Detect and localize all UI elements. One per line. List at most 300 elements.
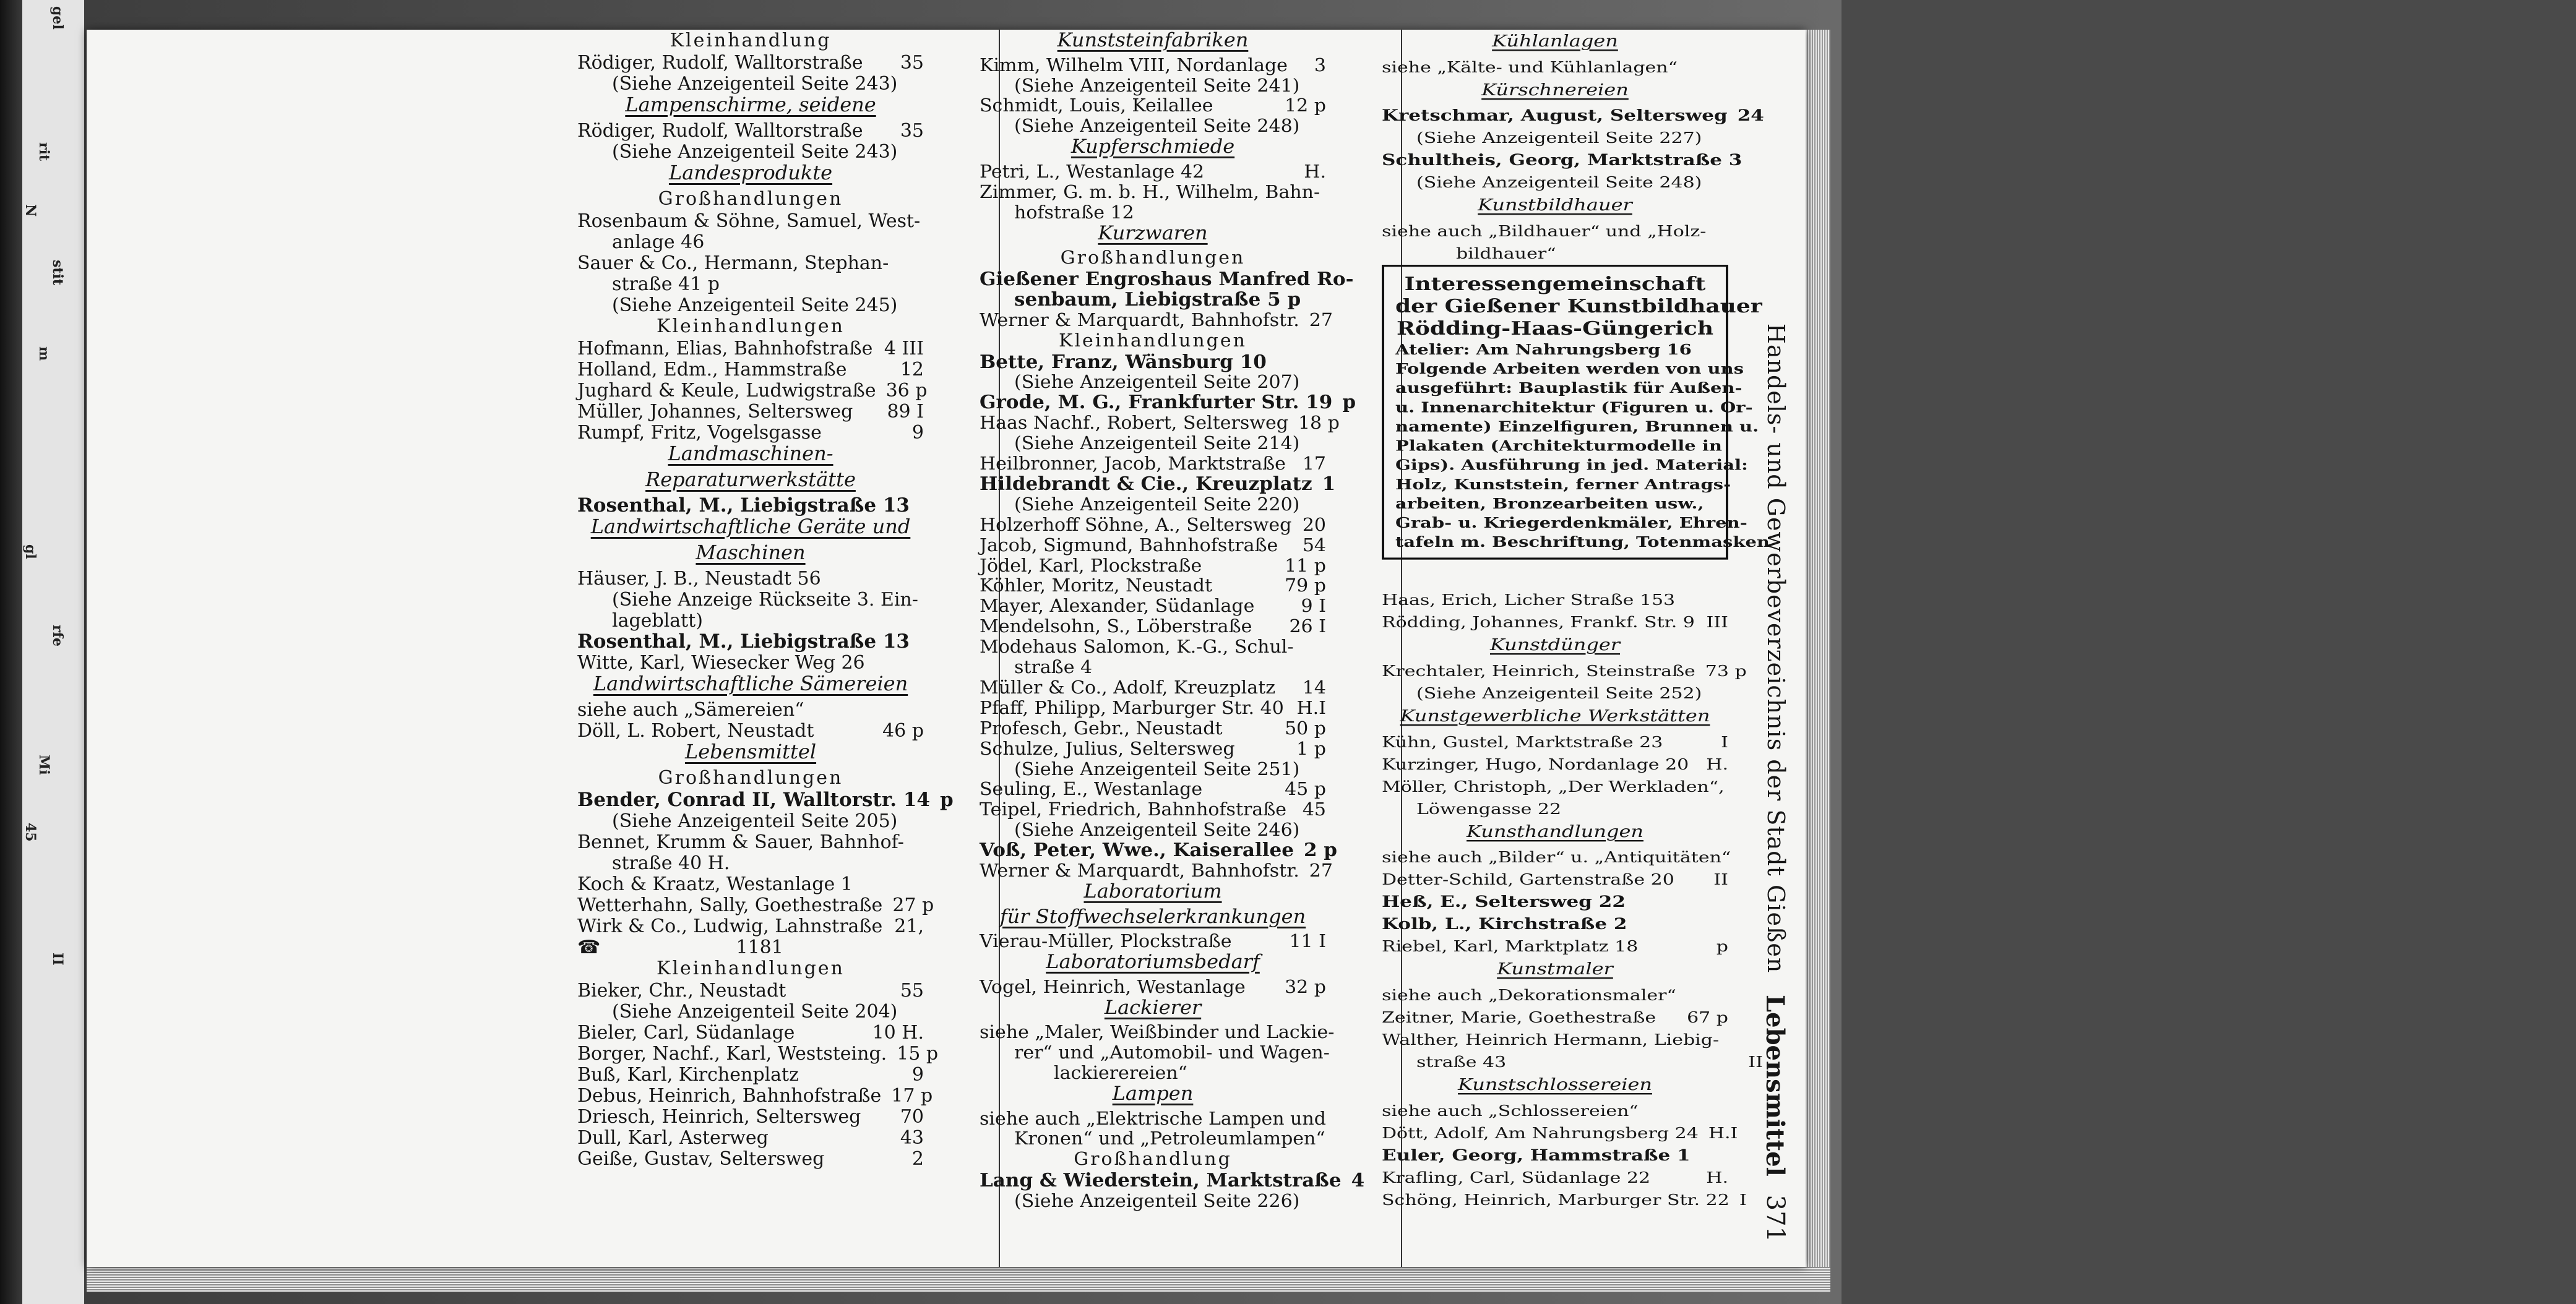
entry-address-number: 1: [1322, 473, 1336, 495]
directory-entry: [980, 453, 1326, 474]
previous-page-fragment: II: [50, 953, 66, 966]
directory-entry: [980, 1042, 1361, 1063]
directory-entry: [577, 894, 934, 916]
entry-text: Modehaus Salomon, K.-G., Schul-: [980, 636, 1294, 658]
entry-text: Rumpf, Fritz, Vogelsgasse: [577, 421, 822, 444]
heading-text: Kunststeinfabriken: [1057, 28, 1249, 51]
box-text-line: Gips). Ausführung in jed. Material:: [1395, 456, 1748, 474]
heading-text: Großhandlungen: [658, 766, 843, 789]
heading-text: Kunstmaler: [1497, 959, 1613, 979]
directory-entry: [577, 831, 924, 852]
category-heading: [1382, 705, 1728, 727]
entry-text: (Siehe Anzeigenteil Seite 220): [1014, 494, 1300, 515]
entry-text: siehe auch „Sämereien“: [577, 698, 804, 721]
directory-entry: [980, 494, 1361, 515]
entry-address-number: 11 I: [1289, 930, 1326, 952]
box-title-line: Rödding-Haas-Güngerich: [1396, 318, 1713, 340]
entry-text: (Siehe Anzeigenteil Seite 243): [612, 72, 898, 95]
heading-text: Großhandlungen: [658, 187, 843, 210]
directory-entry: [577, 652, 924, 673]
directory-entry: [980, 799, 1326, 820]
heading-text: Reparaturwerkstätte: [645, 468, 856, 491]
directory-entry: [577, 720, 924, 741]
directory-entry: [577, 631, 924, 652]
entry-text: Döll, L. Robert, Neustadt: [577, 719, 814, 742]
heading-text: Kürschnereien: [1481, 80, 1629, 100]
entry-text: Teipel, Friedrich, Bahnhofstraße: [980, 799, 1287, 820]
previous-page-fragment: stit: [50, 260, 66, 286]
entry-text: Petri, L., Westanlage 42: [980, 161, 1205, 182]
subcategory-heading: [577, 188, 924, 209]
entry-text: Wirk & Co., Ludwig, Lahnstraße: [577, 915, 883, 937]
directory-entry: [577, 937, 924, 958]
directory-entry: [980, 779, 1326, 799]
directory-entry: [577, 810, 958, 831]
entry-address-number: 35: [900, 51, 924, 74]
entry-text: (Siehe Anzeigenteil Seite 241): [1014, 75, 1300, 96]
entry-address-number: 27 p: [892, 894, 934, 916]
heading-text: Kunstdünger: [1489, 635, 1621, 654]
entry-text: Wetterhahn, Sally, Goethestraße: [577, 894, 883, 916]
entry-text: (Siehe Anzeigenteil Seite 243): [612, 140, 898, 163]
entry-text: (Siehe Anzeige Rückseite 3. Ein-: [612, 588, 918, 611]
entry-text: Hofmann, Elias, Bahnhofstraße: [577, 337, 873, 359]
entry-text: Kretschmar, August, Seltersweg: [1382, 106, 1728, 125]
directory-entry: [577, 401, 924, 422]
entry-text: siehe auch „Bildhauer“ und „Holz-: [1382, 222, 1707, 241]
directory-entry: [1382, 935, 1728, 958]
box-text-line: u. Innenarchitektur (Figuren u. Or-: [1395, 398, 1753, 416]
directory-entry: [577, 359, 924, 380]
category-heading: [577, 162, 924, 183]
heading-text: Laboratorium: [1083, 879, 1222, 903]
directory-entry: [980, 677, 1326, 698]
entry-text: (Siehe Anzeigenteil Seite 204): [612, 1000, 898, 1023]
subcategory-heading: [577, 767, 924, 788]
directory-entry: [980, 977, 1326, 997]
entry-text: Debus, Heinrich, Bahnhofstraße: [577, 1084, 882, 1107]
entry-text: Häuser, J. B., Neustadt 56: [577, 567, 821, 590]
entry-address-number: 9 I: [1301, 595, 1326, 617]
box-text-line: Holz, Kunststein, ferner Antrags-: [1395, 475, 1731, 493]
entry-address-number: 3: [1314, 54, 1326, 76]
entry-address-number: 32 p: [1285, 976, 1326, 998]
entry-text: siehe auch „Dekorationsmaler“: [1382, 986, 1676, 1005]
entry-text: Detter-Schild, Gartenstraße 20: [1382, 871, 1674, 889]
entry-text: Kühn, Gustel, Marktstraße 23: [1382, 733, 1663, 751]
entry-text: Kolb, L., Kirchstraße 2: [1382, 915, 1627, 934]
directory-entry: [577, 120, 924, 141]
entry-address-number: 11 p: [1285, 555, 1326, 576]
entry-address-number: 21,: [894, 915, 924, 937]
entry-text: straße 4: [1014, 656, 1093, 678]
directory-entry: [1382, 1189, 1747, 1211]
page-edges-bottom: [87, 1267, 1830, 1292]
entry-text: Hildebrandt & Cie., Kreuzplatz: [980, 473, 1312, 495]
directory-entry: [577, 789, 954, 811]
previous-page-fragment: Mi: [36, 755, 52, 775]
directory-entry: [1382, 682, 1763, 705]
entry-address-number: 55: [900, 979, 924, 1002]
box-text-line: Atelier: Am Nahrungsberg 16: [1395, 340, 1692, 358]
previous-page-edge: [22, 0, 84, 1304]
entry-text: hofstraße 12: [1014, 202, 1134, 223]
entry-text: Heß, E., Seltersweg 22: [1382, 893, 1626, 912]
entry-text: Driesch, Heinrich, Seltersweg: [577, 1105, 861, 1128]
directory-entry: [1382, 1006, 1728, 1029]
directory-entry: [1382, 1029, 1728, 1051]
directory-entry: [577, 568, 924, 589]
entry-text: Profesch, Gebr., Neustadt: [980, 718, 1223, 739]
entry-text: Bennet, Krumm & Sauer, Bahnhof-: [577, 831, 904, 853]
category-heading: [980, 881, 1326, 901]
entry-text: Lang & Wiederstein, Marktstraße: [980, 1170, 1342, 1192]
entry-address-number: 43: [900, 1126, 924, 1149]
heading-text: Laboratoriumsbedarf: [1046, 950, 1260, 973]
entry-address-number: II: [1748, 1053, 1763, 1071]
directory-entry: [1382, 753, 1728, 776]
entry-text: Mendelsohn, S., Löberstraße: [980, 616, 1252, 637]
directory-entry: [980, 1191, 1361, 1211]
entry-text: Gießener Engroshaus Manfred Ro-: [980, 268, 1354, 290]
entry-address-number: 50 p: [1285, 718, 1326, 739]
entry-address-number: H.: [1304, 161, 1326, 182]
entry-address-number: 4: [1351, 1170, 1365, 1192]
directory-entry: [577, 252, 924, 273]
entry-address-number: 1 p: [1296, 738, 1326, 760]
directory-entry: [980, 616, 1326, 637]
directory-entry: [577, 1001, 958, 1022]
directory-entry: [577, 141, 958, 162]
directory-entry: [577, 1042, 939, 1065]
box-text-line: arbeiten, Bronzearbeiten usw.,: [1395, 494, 1704, 512]
entry-text: Seuling, E., Westanlage: [980, 778, 1203, 800]
category-heading: [1382, 633, 1728, 656]
entry-text: straße 41 p: [612, 273, 720, 295]
heading-text: Lackierer: [1104, 995, 1202, 1019]
entry-text: (Siehe Anzeigenteil Seite 207): [1014, 371, 1300, 393]
entry-text: (Siehe Anzeigenteil Seite 252): [1416, 684, 1702, 703]
previous-page-fragment: N: [22, 204, 38, 217]
directory-entry: [577, 1148, 924, 1169]
directory-entry: [577, 1064, 924, 1085]
entry-text: (Siehe Anzeigenteil Seite 245): [612, 294, 898, 316]
heading-text: Landwirtschaftliche Geräte und: [590, 515, 911, 538]
entry-text: Dull, Karl, Asterweg: [577, 1126, 769, 1149]
entry-text: Holland, Edm., Hammstraße: [577, 358, 847, 380]
heading-text: Kleinhandlungen: [657, 957, 845, 979]
entry-text: Haas, Erich, Licher Straße 153: [1382, 591, 1676, 609]
entry-text: (Siehe Anzeigenteil Seite 205): [612, 810, 898, 832]
directory-entry: [980, 698, 1326, 718]
category-heading: [577, 443, 924, 464]
entry-text: Jödel, Karl, Plockstraße: [980, 555, 1202, 576]
entry-address-number: 79 p: [1285, 575, 1326, 596]
directory-entry: [980, 820, 1361, 840]
directory-entry: [1382, 798, 1763, 820]
directory-entry: [980, 860, 1333, 881]
directory-entry: [1382, 891, 1728, 913]
category-heading: [1382, 820, 1728, 843]
directory-entry: [1382, 1122, 1738, 1144]
category-heading: [577, 542, 924, 563]
book-gutter: [0, 0, 22, 1304]
directory-entry: [980, 1063, 1400, 1083]
page-number: 371: [1761, 1195, 1790, 1242]
entry-address-number: 17: [1302, 453, 1326, 474]
entry-address-number: p: [1716, 938, 1728, 956]
entry-address-number: 35: [900, 119, 924, 142]
directory-entry: [980, 839, 1337, 861]
category-heading: [577, 741, 924, 762]
directory-entry: [980, 759, 1361, 779]
directory-entry: [577, 916, 924, 937]
category-heading: [980, 997, 1326, 1018]
directory-entry: [1382, 1100, 1728, 1122]
heading-text: für Stoffwechselerkrankungen: [999, 904, 1306, 928]
entry-text: Bieker, Chr., Neustadt: [577, 979, 786, 1002]
directory-entry: [1382, 913, 1728, 935]
entry-text: siehe auch „Elektrische Lampen und: [980, 1108, 1326, 1129]
entry-text: Müller, Johannes, Seltersweg: [577, 400, 853, 423]
entry-text: Vogel, Heinrich, Westanlage: [980, 976, 1246, 998]
previous-page-fragment: m: [36, 346, 52, 361]
directory-entry: [577, 852, 958, 873]
box-text-line: tafeln m. Beschriftung, Totenmasken: [1395, 533, 1770, 551]
entry-text: Schultheis, Georg, Marktstraße 3: [1382, 151, 1742, 170]
entry-address-number: I: [1739, 1191, 1747, 1209]
entry-address-number: II: [1713, 871, 1728, 889]
directory-entry: [980, 412, 1340, 434]
entry-address-number: 9: [911, 421, 924, 444]
entry-address-number: H.I: [1708, 1124, 1738, 1143]
entry-text: Werner & Marquardt, Bahnhofstr.: [980, 860, 1299, 881]
entry-address-number: 45 p: [1285, 778, 1326, 800]
box-text-line: Grab- u. Kriegerdenkmäler, Ehren-: [1395, 513, 1747, 531]
entry-address-number: 12 p: [1285, 95, 1326, 116]
heading-text: Großhandlung: [1074, 1148, 1232, 1170]
directory-entry: [577, 338, 924, 359]
entry-address-number: 73 p: [1705, 662, 1747, 680]
entry-address-number: 18 p: [1298, 412, 1340, 434]
entry-text: Schulze, Julius, Seltersweg: [980, 738, 1235, 760]
category-heading: [1382, 1073, 1728, 1096]
directory-entry: [577, 699, 924, 720]
directory-entry: [577, 294, 958, 315]
entry-text: Jughard & Keule, Ludwigstraße: [577, 379, 876, 401]
directory-entry: [1382, 1051, 1763, 1073]
directory-entry: [980, 1109, 1326, 1129]
directory-entry: [980, 1128, 1361, 1149]
entry-text: Rosenbaum & Söhne, Samuel, West-: [577, 210, 921, 232]
entry-address-number: 10 H.: [872, 1021, 924, 1044]
entry-text: Euler, Georg, Hammstraße 1: [1382, 1146, 1691, 1165]
heading-text: Maschinen: [696, 541, 806, 564]
entry-text: Bieler, Carl, Südanlage: [577, 1021, 795, 1044]
directory-entry: [1382, 846, 1731, 869]
directory-entry: [577, 210, 924, 231]
directory-entry: [577, 1106, 924, 1127]
heading-text: Landwirtschaftliche Sämereien: [593, 672, 908, 695]
entry-address-number: 2: [911, 1147, 924, 1170]
directory-entry: [1382, 1167, 1728, 1189]
entry-text: (Siehe Anzeigenteil Seite 226): [1014, 1190, 1300, 1212]
entry-address-number: 45: [1302, 799, 1326, 820]
entry-address-number: 24: [1737, 106, 1764, 125]
entry-address-number: I: [1721, 733, 1728, 751]
directory-entry: [1382, 611, 1728, 633]
entry-address-number: p: [1342, 392, 1356, 414]
entry-text: rer“ und „Automobil- und Wagen-: [1014, 1042, 1330, 1063]
entry-text: Witte, Karl, Wiesecker Weg 26: [577, 651, 865, 674]
entry-address-number: p: [939, 789, 954, 811]
directory-entry: [577, 589, 958, 610]
entry-address-number: 67 p: [1687, 1008, 1728, 1027]
subcategory-heading: [980, 1149, 1326, 1169]
entry-text: Haas Nachf., Robert, Seltersweg: [980, 412, 1288, 434]
entry-text: (Siehe Anzeigenteil Seite 248): [1014, 115, 1300, 137]
directory-entry: [1382, 660, 1747, 682]
directory-entry: [980, 1021, 1335, 1043]
entry-address-number: 20: [1302, 514, 1326, 536]
entry-address-number: 12: [900, 358, 924, 380]
entry-address-number: 70: [900, 1105, 924, 1128]
entry-address-number: 17 p: [891, 1084, 933, 1107]
entry-text: Voß, Peter, Wwe., Kaiserallee: [980, 839, 1294, 861]
entry-text: (Siehe Anzeigenteil Seite 214): [1014, 432, 1300, 454]
heading-text: Landesprodukte: [668, 161, 833, 184]
entry-text: Riebel, Karl, Marktplatz 18: [1382, 938, 1639, 956]
heading-text: Kunstbildhauer: [1478, 195, 1632, 215]
entry-text: Rödding, Johannes, Frankf. Str. 9: [1382, 613, 1695, 632]
heading-text: Kunsthandlungen: [1467, 821, 1643, 841]
entry-address-number: 14: [1302, 677, 1326, 698]
entry-address-number: 46 p: [882, 719, 924, 742]
category-heading: [577, 469, 924, 490]
entry-text: Krechtaler, Heinrich, Steinstraße: [1382, 662, 1695, 680]
heading-text: Kleinhandlungen: [1059, 330, 1247, 351]
heading-text: Lampenschirme, seidene: [625, 93, 876, 116]
entry-address-number: H.I: [1296, 697, 1326, 719]
category-heading: [577, 516, 924, 537]
entry-text: siehe auch „Schlossereien“: [1382, 1102, 1639, 1120]
box-text-line: Folgende Arbeiten werden von uns: [1395, 360, 1744, 377]
directory-entry: [980, 739, 1326, 759]
directory-entry: [577, 1022, 924, 1043]
heading-text: Kühlanlagen: [1492, 31, 1618, 51]
entry-text: Müller & Co., Adolf, Kreuzplatz: [980, 677, 1276, 698]
entry-address-number: H.: [1706, 1169, 1728, 1187]
entry-address-number: 26 I: [1289, 616, 1326, 637]
entry-address-number: 9: [911, 1063, 924, 1086]
entry-text: Werner & Marquardt, Bahnhofstr.: [980, 309, 1299, 331]
entry-text: Kurzinger, Hugo, Nordanlage 20: [1382, 755, 1689, 773]
directory-entry: [577, 980, 924, 1001]
entry-text: Heilbronner, Jacob, Marktstraße: [980, 453, 1286, 474]
entry-address-number: 36 p: [885, 379, 928, 401]
previous-page-fragment: 45: [22, 823, 38, 842]
entry-text: Rosenthal, M., Liebigstraße 13: [577, 630, 910, 653]
directory-entry: [1382, 869, 1728, 891]
entry-text: siehe auch „Bilder“ u. „Antiquitäten“: [1382, 848, 1731, 867]
subcategory-heading: [577, 315, 924, 337]
directory-entry: [980, 535, 1326, 555]
entry-text: Holzerhoff Söhne, A., Seltersweg: [980, 514, 1292, 536]
entry-address-number: 2 p: [1303, 839, 1337, 861]
directory-entry: [577, 422, 924, 443]
entry-text: Buß, Karl, Kirchenplatz: [577, 1063, 799, 1086]
directory-entry: [980, 555, 1326, 576]
directory-entry: [980, 931, 1326, 951]
directory-entry: [980, 596, 1326, 616]
directory-entry: [980, 718, 1326, 739]
heading-text: Landmaschinen-: [668, 442, 834, 465]
directory-entry: [577, 379, 928, 401]
entry-text: Rosenthal, M., Liebigstraße 13: [577, 494, 910, 517]
entry-text: anlage 46: [612, 231, 705, 253]
directory-entry: [577, 873, 924, 894]
directory-entry: [980, 1170, 1365, 1192]
entry-text: Geiße, Gustav, Seltersweg: [577, 1147, 825, 1170]
directory-entry: [577, 495, 924, 516]
entry-text: Borger, Nachf., Karl, Weststeing.: [577, 1042, 887, 1065]
entry-text: Zimmer, G. m. b. H., Wilhelm, Bahn-: [980, 181, 1320, 203]
entry-text: Sauer & Co., Hermann, Stephan-: [577, 252, 889, 274]
entry-text: Rödiger, Rudolf, Walltorstraße: [577, 119, 863, 142]
entry-text: Krafling, Carl, Südanlage 22: [1382, 1169, 1651, 1187]
entry-address-number: 4 III: [884, 337, 924, 359]
directory-entry: [1382, 731, 1728, 753]
directory-entry: [980, 392, 1356, 414]
entry-text: straße 43: [1416, 1053, 1507, 1071]
entry-text: Bender, Conrad II, Walltorstr. 14: [577, 789, 930, 811]
heading-text: Kunstgewerbliche Werkstätten: [1400, 706, 1710, 726]
directory-entry: [1382, 589, 1728, 611]
entry-text: Walther, Heinrich Hermann, Liebig-: [1382, 1031, 1720, 1049]
entry-text: straße 40 H.: [612, 852, 730, 874]
directory-entry: [577, 1084, 933, 1107]
category-heading: [980, 951, 1326, 972]
entry-text: Dött, Adolf, Am Nahrungsberg 24: [1382, 1124, 1699, 1143]
box-title-line: Interessengemeinschaft: [1404, 273, 1706, 295]
entry-text: Rödiger, Rudolf, Walltorstraße: [577, 51, 863, 74]
category-heading: [577, 94, 924, 115]
directory-entry: [980, 637, 1326, 657]
entry-text: (Siehe Anzeigenteil Seite 227): [1416, 129, 1702, 147]
entry-text: (Siehe Anzeigenteil Seite 251): [1014, 758, 1300, 779]
directory-entry: [577, 52, 924, 73]
entry-address-number: H.: [1706, 755, 1728, 773]
directory-entry: [577, 610, 958, 631]
previous-page-fragment: gl: [22, 544, 38, 559]
entry-address-number: 89 I: [887, 400, 924, 423]
entry-text: Jacob, Sigmund, Bahnhofstraße: [980, 534, 1278, 556]
heading-text: Großhandlungen: [1060, 247, 1246, 268]
category-heading: [577, 673, 924, 694]
heading-text: Lampen: [1112, 1082, 1194, 1105]
entry-text: Schmidt, Louis, Keilallee: [980, 95, 1213, 116]
directory-entry: [980, 657, 1361, 677]
entry-text: bildhauer“: [1456, 244, 1556, 263]
entry-text: Koch & Kraatz, Westanlage 1: [577, 873, 853, 895]
box-text-line: ausgeführt: Bauplastik für Außen-: [1395, 379, 1742, 397]
directory-entry: [1382, 1144, 1728, 1167]
entry-text: lackierereien“: [1054, 1062, 1188, 1084]
entry-text: siehe „Kälte- und Kühlanlagen“: [1382, 58, 1678, 76]
entry-text: Schöng, Heinrich, Marburger Str. 22: [1382, 1191, 1730, 1209]
category-heading: [1382, 958, 1728, 980]
entry-text: Kimm, Wilhelm VIII, Nordanlage: [980, 54, 1288, 76]
